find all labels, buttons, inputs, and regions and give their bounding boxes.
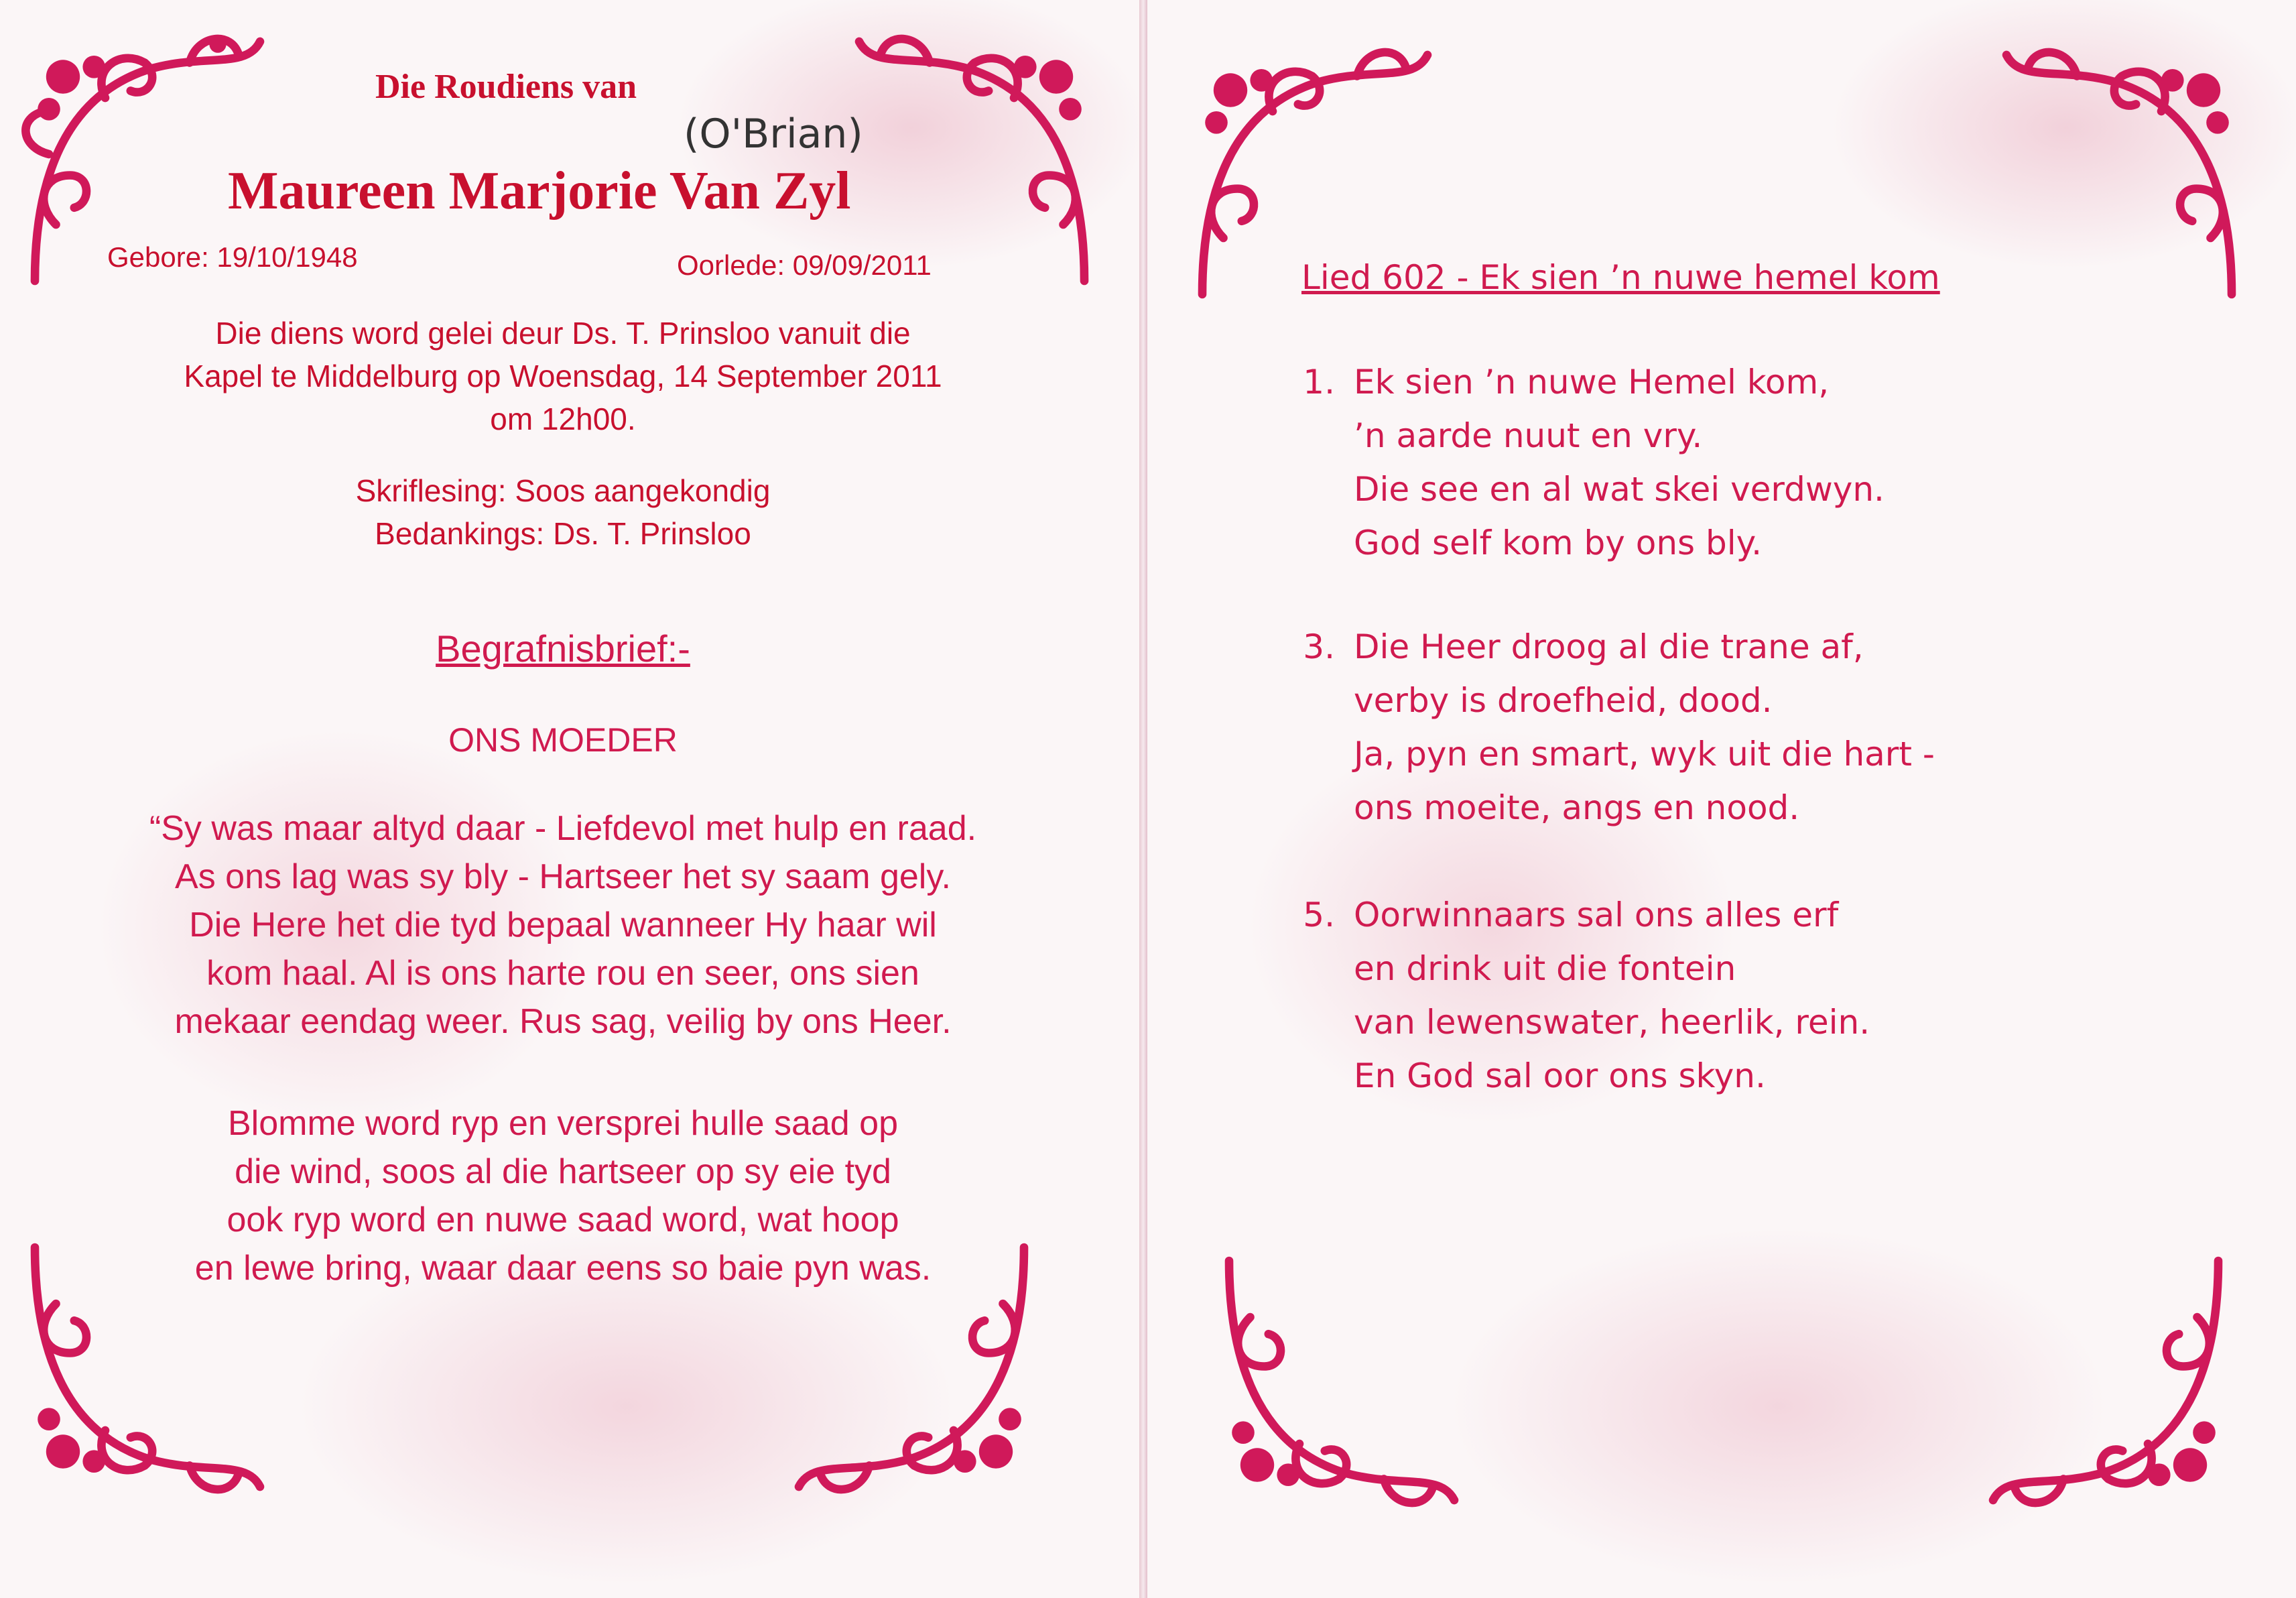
verse-line: ’n aarde nuut en vry. [1354,416,1703,455]
verse-line: God self kom by ons bly. [1354,524,1762,562]
reading-text: Skriflesing: Soos aangekondig [355,473,771,508]
thanks-text: Bedankings: Ds. T. Prinsloo [375,516,751,551]
header-text: Die Roudiens van [375,68,637,106]
left-page [0,0,1139,1598]
verse-line: verby is droefheid, dood. [1354,681,1773,720]
hymn-title: Lied 602 - Ek sien ’n nuwe hemel kom [1301,258,1940,297]
floral-corner-ornament-icon [1201,1247,1482,1528]
poem-line: die wind, soos al die hartseer op sy eie tyd [235,1152,891,1191]
died-date: Oorlede: 09/09/2011 [677,249,932,281]
verse-line: Ek sien ’n nuwe Hemel kom, [1354,363,1830,402]
verse-line: van lewenswater, heerlik, rein. [1354,1003,1870,1042]
verse-line: Die Heer droog al die trane af, [1354,627,1864,666]
poem-line: “Sy was maar altyd daar - Liefdevol met hulp en raad. [149,809,977,848]
poem-line: As ons lag was sy bly - Hartseer het sy saam gely. [175,857,951,896]
verse-line: Oorwinnaars sal ons alles erf [1354,896,1839,934]
verse-number: 5. [1303,896,1335,934]
verse-number: 3. [1303,627,1335,666]
service-line: Die diens word gelei deur Ds. T. Prinsloo vanuit die [215,316,911,351]
service-line: Kapel te Middelburg op Woensdag, 14 September 2011 [184,359,942,393]
service-line: om 12h00. [490,402,636,436]
reading-thanks [107,469,1019,555]
poem-stanza-2 [94,1099,1032,1292]
hymn-verse-5 [1281,888,1870,1103]
verse-line: Die see en al wat skei verdwyn. [1354,470,1885,509]
letter-subtitle: ONS MOEDER [448,721,678,759]
letter-title: Begrafnisbrief:- [436,627,690,670]
poem-line: Die Here het die tyd bepaal wanneer Hy haar wil [189,906,937,944]
poem-line: en lewe bring, waar daar eens so baie pyn was. [194,1249,932,1288]
verse-line: En God sal oor ons skyn. [1354,1056,1766,1095]
verse-line: ons moeite, angs en nood. [1354,788,1800,827]
verse-line: Ja, pyn en smart, wyk uit die hart - [1354,735,1935,774]
born-date: Gebore: 19/10/1948 [107,241,358,273]
poem-line: kom haal. Al is ons harte rou en seer, ons sien [206,954,919,993]
page-fold [1139,0,1147,1598]
poem-line: Blomme word ryp en versprei hulle saad op [227,1104,899,1143]
letter-heading [107,627,1019,670]
hymn-verse-1 [1281,355,1885,570]
handwritten-note: (O'Brian) [684,111,863,158]
poem-stanza-1 [94,804,1032,1046]
deceased-name: Maureen Marjorie Van Zyl [228,162,851,221]
right-page [1147,0,2296,1598]
verse-line: en drink uit die fontein [1354,949,1736,988]
poem-line: ook ryp word en nuwe saad word, wat hoop [227,1201,899,1239]
service-details [107,312,1019,440]
floral-corner-ornament-icon [1978,27,2260,308]
hymn-verse-3 [1281,620,1935,835]
floral-corner-ornament-icon [1965,1247,2246,1528]
poem-line: mekaar eendag weer. Rus sag, veilig by ons Heer. [174,1002,952,1041]
verse-number: 1. [1303,363,1335,402]
